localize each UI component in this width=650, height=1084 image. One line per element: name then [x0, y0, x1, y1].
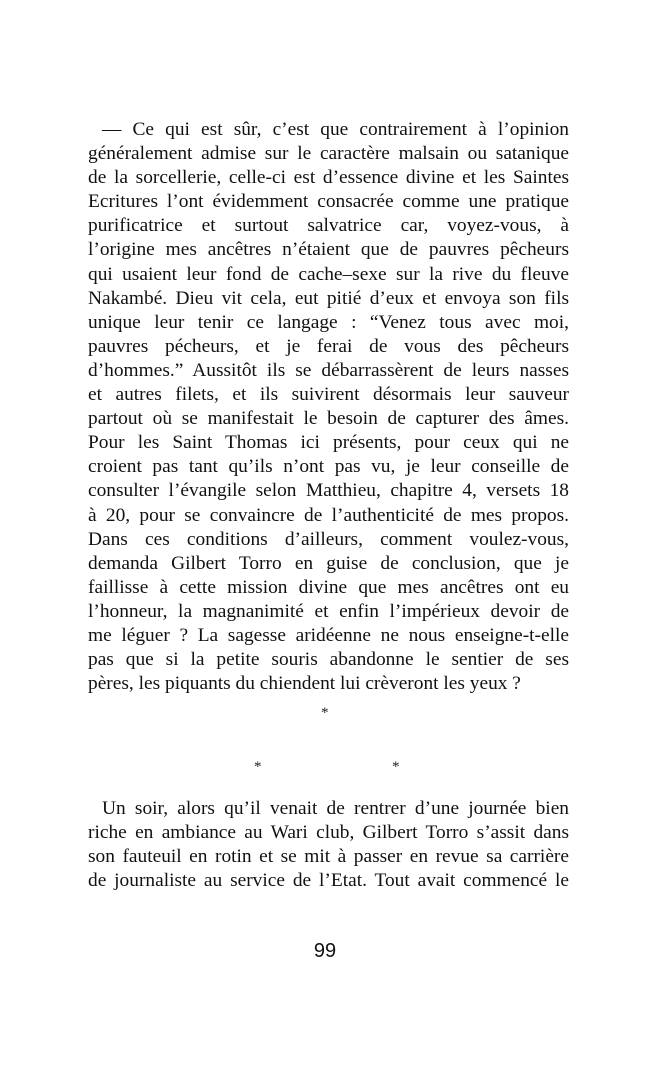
text-line: Dans ces conditions d’ailleurs, comment voulez-vous,: [88, 528, 569, 550]
text-line: de la sorcellerie, celle-ci est d’essence divine et les Saintes: [88, 167, 569, 189]
text-line: qui usaient leur fond de cache–sexe sur la rive du fleuve: [88, 263, 569, 285]
text-line: Ecritures l’ont évidemment consacrée comme une pratique: [88, 191, 569, 213]
text-line: d’hommes.” Aussitôt ils se débarrassèrent de leurs nasses: [88, 359, 569, 381]
text-line: consulter l’évangile selon Matthieu, chapitre 4, versets 18: [88, 480, 569, 502]
text-line: pauvres pécheurs, et je ferai de vous des pêcheurs: [88, 335, 569, 357]
text-line: — Ce qui est sûr, c’est que contrairement à l’opinion: [102, 119, 569, 140]
text-line: généralement admise sur le caractère malsain ou satanique: [88, 143, 569, 165]
text-line: me léguer ? La sagesse aridéenne ne nous enseigne-t-elle: [88, 624, 569, 646]
section-break-asterisk-left: *: [254, 759, 262, 775]
text-line: partout où se manifestait le besoin de capturer des âmes.: [88, 408, 569, 430]
text-line: son fauteuil en rotin et se mit à passer en revue sa carrière: [88, 846, 569, 868]
text-line: Nakambé. Dieu vit cela, eut pitié d’eux et envoya son fils: [88, 287, 569, 309]
page-number: 99: [313, 940, 337, 962]
paragraph-2: [88, 797, 569, 893]
text-line: croient pas tant qu’ils n’ont pas vu, je leur conseille de: [88, 456, 569, 478]
text-line: et autres filets, et ils suivirent désormais leur sauveur: [88, 384, 569, 406]
text-line: purificatrice et surtout salvatrice car, voyez-vous, à: [88, 215, 569, 237]
section-break-asterisk-right: *: [392, 759, 400, 775]
text-line: de journaliste au service de l’Etat. Tout avait commencé le: [88, 870, 569, 892]
text-line: pères, les piquants du chiendent lui crèveront les yeux ?: [88, 673, 521, 695]
text-line: l’origine mes ancêtres n’étaient que de pauvres pêcheurs: [88, 239, 569, 261]
text-line: unique leur tenir ce langage : “Venez tous avec moi,: [88, 311, 569, 333]
text-line: faillisse à cette mission divine que mes ancêtres ont eu: [88, 576, 569, 598]
text-line: demanda Gilbert Torro en guise de conclusion, que je: [88, 552, 569, 574]
text-line: riche en ambiance au Wari club, Gilbert Torro s’assit dans: [88, 822, 569, 844]
text-line: à 20, pour se convaincre de l’authenticité de mes propos.: [88, 504, 569, 526]
paragraph-1: [88, 118, 569, 696]
text-line: pas que si la petite souris abandonne le sentier de ses: [88, 649, 569, 671]
text-line: Un soir, alors qu’il venait de rentrer d’une journée bien: [102, 798, 569, 819]
text-line: Pour les Saint Thomas ici présents, pour ceux qui ne: [88, 432, 569, 454]
text-line: l’honneur, la magnanimité et enfin l’impérieux devoir de: [88, 600, 569, 622]
section-break-asterisk-top: *: [321, 705, 329, 721]
